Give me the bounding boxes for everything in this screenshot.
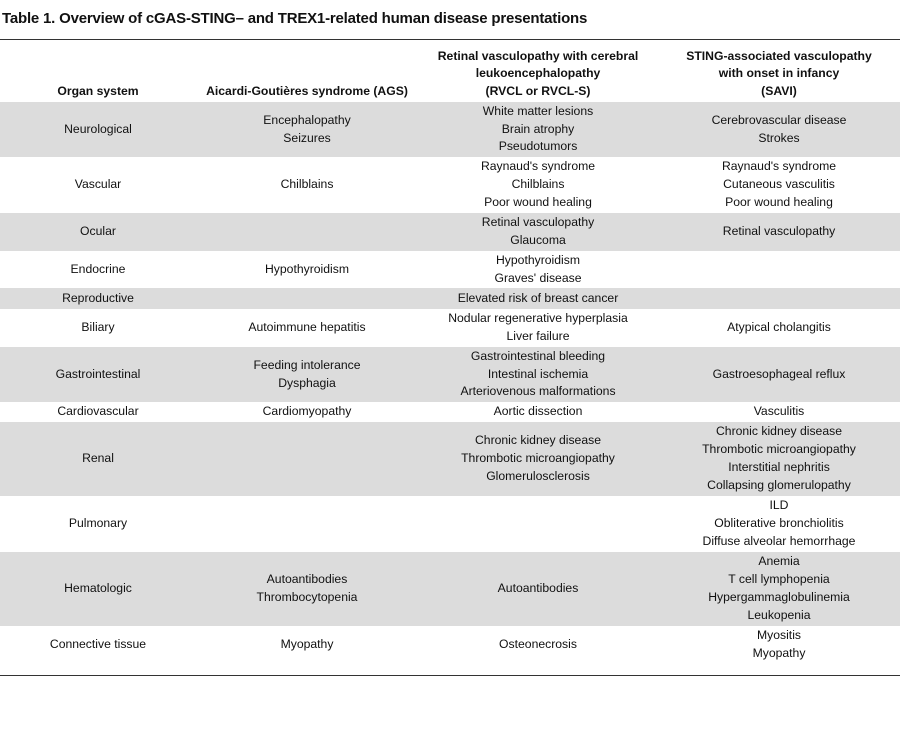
header-line: (SAVI) (761, 83, 797, 98)
cell-rvcl (418, 552, 658, 626)
header-line: Retinal vasculopathy with cerebral (437, 48, 639, 63)
cell-line: Graves' disease (494, 270, 582, 285)
cell-ags (196, 309, 418, 347)
cell-organ-system: Endocrine (70, 261, 126, 276)
cell-ags (196, 347, 418, 402)
table-row (0, 288, 900, 309)
cell-savi (658, 347, 900, 402)
cell-line: ILD (769, 498, 789, 513)
cell-line: Seizures (283, 130, 331, 145)
cell-line: Chronic kidney disease (474, 433, 601, 448)
cell-line: Glaucoma (510, 233, 566, 247)
cell-savi (658, 251, 900, 288)
cell-line: Hypothyroidism (265, 261, 349, 276)
bottom-rule (0, 675, 900, 676)
cell-line: Encephalopathy (263, 112, 351, 127)
cell-line: Pseudotumors (498, 139, 578, 154)
cell-line: Feeding intolerance (253, 357, 361, 372)
cell-line: Vasculitis (753, 404, 805, 419)
cell-rvcl (418, 213, 658, 251)
cell-organ-system: Pulmonary (68, 516, 128, 531)
table-row (0, 626, 900, 664)
cell-rvcl (418, 309, 658, 347)
cell-line: Autoantibodies (497, 581, 579, 596)
cell-organ-system: Biliary (81, 320, 115, 335)
cell-line: Dysphagia (278, 375, 336, 390)
header-savi (658, 40, 900, 102)
cell-line: Chronic kidney disease (715, 424, 842, 439)
table-row (0, 422, 900, 496)
cell-ags (196, 552, 418, 626)
cell-organ-system: Hematologic (0, 552, 196, 626)
cell-line: Strokes (758, 130, 800, 145)
table-row (0, 251, 900, 288)
cell-line: Chilblains (511, 177, 565, 192)
cell-organ-system: Cardiovascular (57, 404, 139, 419)
cell-organ-system: Reproductive (0, 288, 196, 309)
cell-line: Retinal vasculopathy (481, 215, 595, 230)
cell-savi (658, 626, 900, 664)
cell-rvcl (418, 157, 658, 213)
cell-rvcl (418, 288, 658, 309)
table-row (0, 496, 900, 552)
cell-ags (196, 422, 418, 496)
cell-line: Nodular regenerative hyperplasia (448, 311, 628, 326)
cell-ags (196, 288, 418, 309)
header-ags (196, 40, 418, 102)
cell-line: Retinal vasculopathy (722, 224, 836, 239)
cell-line: Thrombotic microangiopathy (461, 451, 615, 466)
table-row (0, 102, 900, 157)
cell-rvcl (418, 102, 658, 157)
cell-rvcl (418, 626, 658, 664)
cell-rvcl (418, 251, 658, 288)
cell-line: Osteonecrosis (499, 637, 577, 652)
cell-organ-system: Renal (0, 422, 196, 496)
cell-savi (658, 552, 900, 626)
cell-line: Myositis (756, 628, 801, 643)
table-header (0, 40, 900, 102)
cell-savi (658, 422, 900, 496)
header-line: STING-associated vasculopathy (686, 48, 872, 63)
cell-line: Autoantibodies (266, 572, 348, 587)
cell-organ-system: Connective tissue (49, 637, 147, 652)
cell-ags (196, 213, 418, 251)
cell-line: Brain atrophy (501, 121, 575, 136)
table-row (0, 402, 900, 422)
cell-line: T cell lymphopenia (728, 572, 830, 587)
cell-organ-system: Vascular (74, 177, 122, 192)
cell-rvcl (418, 496, 658, 552)
cell-ags (196, 157, 418, 213)
cell-line: Poor wound healing (725, 194, 833, 209)
cell-savi (658, 102, 900, 157)
cell-rvcl (418, 422, 658, 496)
cell-line: Hypergammaglobulinemia (708, 590, 850, 604)
cell-line: Cutaneous vasculitis (723, 177, 835, 192)
table-row (0, 347, 900, 402)
cell-line: Obliterative bronchiolitis (714, 516, 844, 531)
header-rvcl (418, 40, 658, 102)
cell-line: Thrombocytopenia (256, 590, 358, 604)
cell-savi (658, 288, 900, 309)
header-line: with onset in infancy (718, 66, 840, 80)
cell-organ-system: Neurological (0, 102, 196, 157)
cell-line: Gastroesophageal reflux (712, 366, 846, 381)
cell-rvcl (418, 402, 658, 422)
cell-ags (196, 496, 418, 552)
cell-organ-system: Ocular (0, 213, 196, 251)
table-body (0, 102, 900, 664)
cell-line: Diffuse alveolar hemorrhage (702, 533, 856, 548)
disease-table (0, 40, 900, 664)
cell-line: Myopathy (280, 637, 334, 652)
table-row (0, 157, 900, 213)
cell-line: Aortic dissection (493, 404, 583, 419)
cell-line: White matter lesions (482, 103, 594, 118)
cell-savi (658, 402, 900, 422)
table-row (0, 552, 900, 626)
cell-ags (196, 102, 418, 157)
cell-line: Hypothyroidism (496, 252, 580, 267)
cell-line: Poor wound healing (484, 194, 592, 209)
cell-line: Gastrointestinal bleeding (470, 348, 606, 363)
cell-savi (658, 309, 900, 347)
cell-ags (196, 626, 418, 664)
header-line: Organ system (57, 83, 139, 98)
cell-line: Leukopenia (747, 607, 811, 622)
cell-line: Thrombotic microangiopathy (702, 442, 856, 457)
cell-ags (196, 402, 418, 422)
header-line: leukoencephalopathy (475, 66, 601, 80)
header-line: (RVCL or RVCL-S) (485, 83, 591, 98)
cell-line: Anemia (758, 554, 800, 569)
table-title: Table 1. Overview of cGAS-STING– and TREX1-related human disease presentations (2, 10, 588, 27)
cell-savi (658, 157, 900, 213)
table-row (0, 213, 900, 251)
cell-line: Raynaud's syndrome (721, 159, 837, 174)
cell-line: Liver failure (506, 329, 570, 343)
cell-line: Autoimmune hepatitis (248, 320, 366, 335)
header-line: Aicardi-Goutières syndrome (AGS) (206, 83, 408, 98)
cell-organ-system: Gastrointestinal (0, 347, 196, 402)
cell-line: Interstitial nephritis (728, 460, 830, 474)
cell-line: Cardiomyopathy (262, 404, 352, 419)
cell-line: Collapsing glomerulopathy (707, 477, 851, 492)
cell-line: Intestinal ischemia (487, 366, 589, 381)
cell-line: Myopathy (752, 646, 806, 660)
cell-savi (658, 213, 900, 251)
header-organ-system (0, 40, 196, 102)
cell-line: Arteriovenous malformations (460, 384, 616, 399)
cell-line: Glomerulosclerosis (486, 468, 590, 483)
cell-rvcl (418, 347, 658, 402)
cell-line: Raynaud's syndrome (480, 159, 596, 174)
cell-ags (196, 251, 418, 288)
cell-line: Cerebrovascular disease (711, 112, 847, 127)
cell-line: Atypical cholangitis (727, 320, 831, 335)
table-row (0, 309, 900, 347)
cell-line: Chilblains (280, 177, 334, 192)
cell-line: Elevated risk of breast cancer (457, 290, 619, 305)
header-row (0, 40, 900, 102)
cell-savi (658, 496, 900, 552)
